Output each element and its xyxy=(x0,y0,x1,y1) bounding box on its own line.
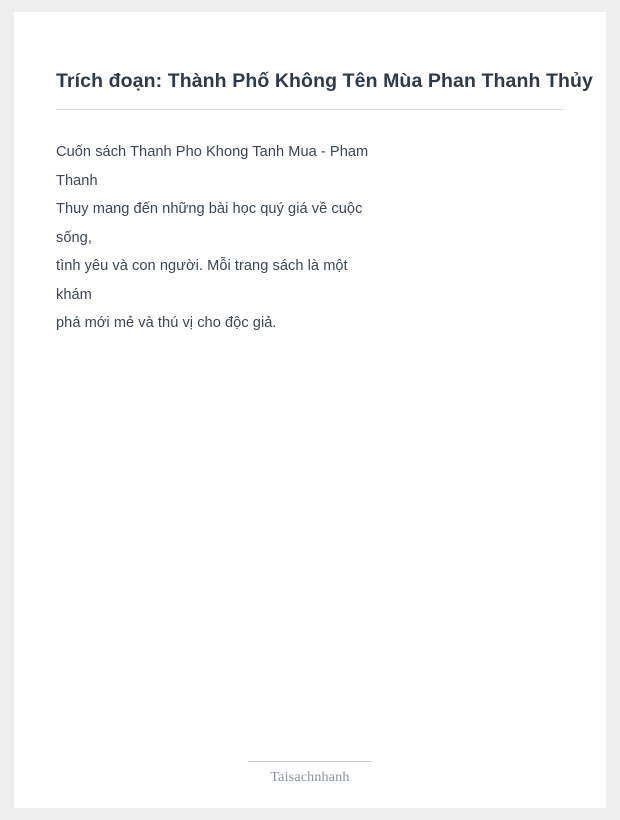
page-footer xyxy=(14,761,606,786)
body-line: Thuy mang đến những bài học quý giá về cuộc xyxy=(56,201,363,218)
footer-attribution: Taisachnhanh xyxy=(270,770,350,785)
body-line: khám xyxy=(56,286,92,303)
title-divider xyxy=(56,109,564,110)
body-line: sống, xyxy=(56,229,92,246)
body-line: phá mới mẻ và thú vị cho độc giả. xyxy=(56,315,277,332)
body-line: Thanh xyxy=(56,172,98,189)
page-title: Trích đoạn: Thành Phố Không Tên Mùa Phan Thanh Thủy xyxy=(56,70,593,92)
document-body xyxy=(56,138,408,337)
body-line: tình yêu và con người. Mỗi trang sách là một xyxy=(56,258,348,275)
document-content xyxy=(14,12,606,808)
document-page xyxy=(14,12,606,808)
body-line: Cuốn sách Thanh Pho Khong Tanh Mua - Pham xyxy=(56,144,369,161)
footer-divider xyxy=(248,761,372,762)
